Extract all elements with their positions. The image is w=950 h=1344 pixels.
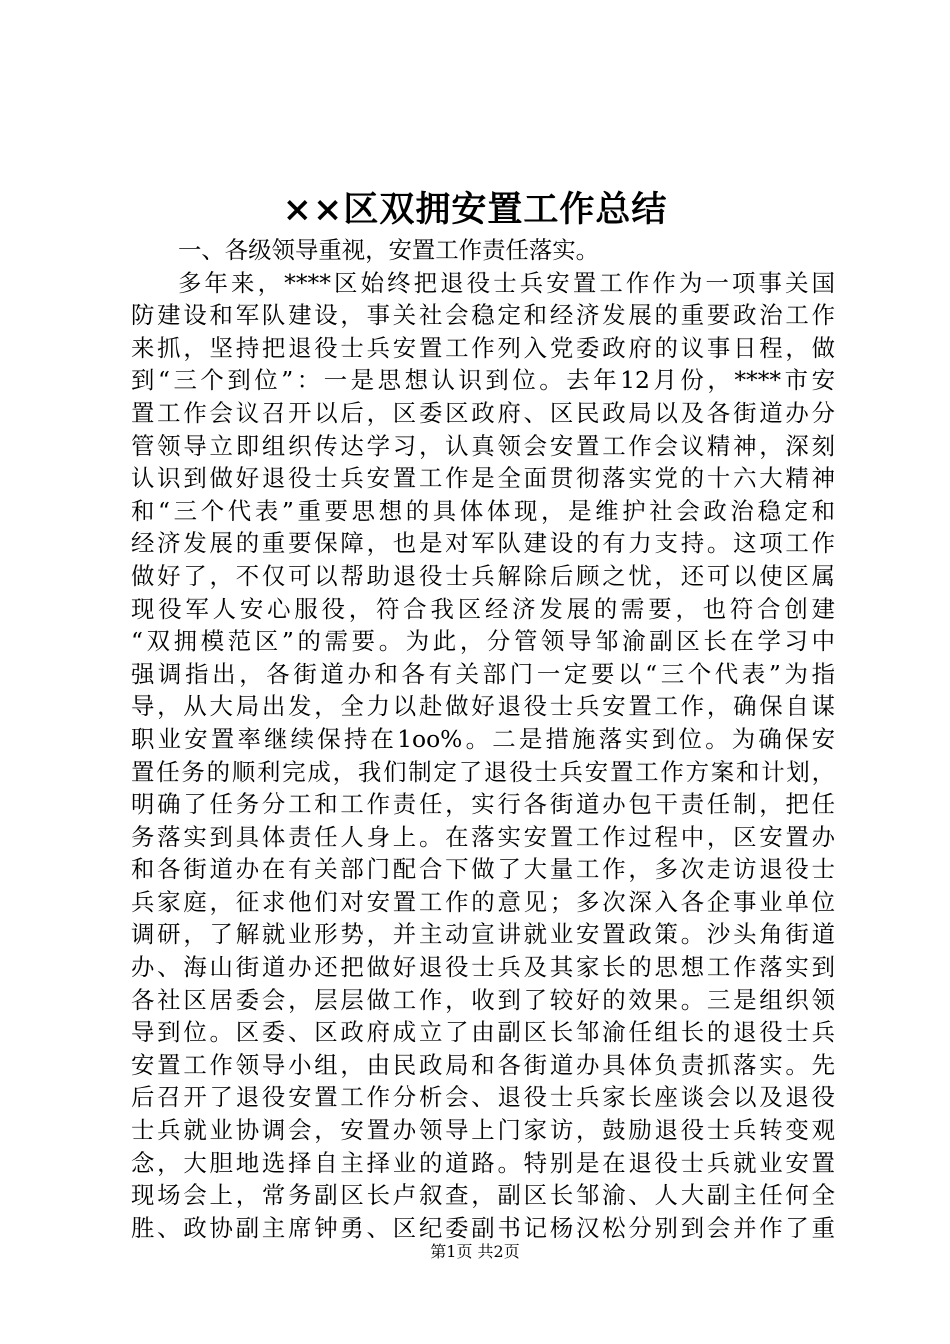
- body-line: 导，从大局出发，全力以赴做好退役士兵安置工作，确保自谋: [131, 692, 835, 721]
- document-body: [131, 234, 835, 1244]
- body-line: 兵家庭，征求他们对安置工作的意见；多次深入各企事业单位: [131, 887, 835, 916]
- body-line: 办、海山街道办还把做好退役士兵及其家长的思想工作落实到: [131, 953, 835, 982]
- body-line: “双拥模范区”的需要。为此，分管领导邹渝副区长在学习中: [131, 627, 835, 656]
- body-line: 安置工作领导小组，由民政局和各街道办具体负责抓落实。先: [131, 1050, 835, 1079]
- body-line: 到“三个到位”：一是思想认识到位。去年12月份，****市安: [131, 366, 835, 395]
- body-line: 明确了任务分工和工作责任，实行各街道办包干责任制，把任: [131, 790, 835, 819]
- body-line: 防建设和军队建设，事关社会稳定和经济发展的重要政治工作: [131, 301, 835, 330]
- body-line: 职业安置率继续保持在1oo%。二是措施落实到位。为确保安: [131, 724, 835, 753]
- body-line: 管领导立即组织传达学习，认真领会安置工作会议精神，深刻: [131, 431, 835, 460]
- body-line: 各社区居委会，层层做工作，收到了较好的效果。三是组织领: [131, 985, 835, 1014]
- body-line: 置任务的顺利完成，我们制定了退役士兵安置工作方案和计划，: [131, 757, 835, 786]
- body-line: 来抓，坚持把退役士兵安置工作列入党委政府的议事日程，做: [131, 333, 835, 362]
- body-line: 导到位。区委、区政府成立了由副区长邹渝任组长的退役士兵: [131, 1018, 835, 1047]
- body-line: 置工作会议召开以后，区委区政府、区民政局以及各街道办分: [131, 398, 835, 427]
- body-line: 强调指出，各街道办和各有关部门一定要以“三个代表”为指: [131, 659, 835, 688]
- body-line: 调研，了解就业形势，并主动宣讲就业安置政策。沙头角街道: [131, 920, 835, 949]
- body-line: 务落实到具体责任人身上。在落实安置工作过程中，区安置办: [131, 822, 835, 851]
- body-line: 多年来，****区始终把退役士兵安置工作作为一项事关国: [178, 268, 835, 297]
- body-line: 后召开了退役安置工作分析会、退役士兵家长座谈会以及退役: [131, 1083, 835, 1112]
- page-footer: 第1页 共2页: [430, 1242, 520, 1261]
- body-line: 现役军人安心服役，符合我区经济发展的需要，也符合创建: [131, 594, 835, 623]
- body-line: 经济发展的重要保障，也是对军队建设的有力支持。这项工作: [131, 529, 835, 558]
- body-line: 和各街道办在有关部门配合下做了大量工作，多次走访退役士: [131, 855, 835, 884]
- body-line: 和“三个代表”重要思想的具体体现，是维护社会政治稳定和: [131, 496, 835, 525]
- body-line: 认识到做好退役士兵安置工作是全面贯彻落实党的十六大精神: [131, 464, 835, 493]
- body-line: 胜、政协副主席钟勇、区纪委副书记杨汉松分别到会并作了重: [131, 1213, 835, 1242]
- body-line: 一、各级领导重视，安置工作责任落实。: [178, 236, 600, 264]
- body-line: 做好了，不仅可以帮助退役士兵解除后顾之忧，还可以使区属: [131, 561, 835, 590]
- body-line: 现场会上，常务副区长卢叙查，副区长邹渝、人大副主任何全: [131, 1181, 835, 1210]
- body-line: 士兵就业协调会，安置办领导上门家访，鼓励退役士兵转变观: [131, 1116, 835, 1145]
- document-title: ××区双拥安置工作总结: [282, 189, 668, 230]
- body-line: 念，大胆地选择自主择业的道路。特别是在退役士兵就业安置: [131, 1148, 835, 1177]
